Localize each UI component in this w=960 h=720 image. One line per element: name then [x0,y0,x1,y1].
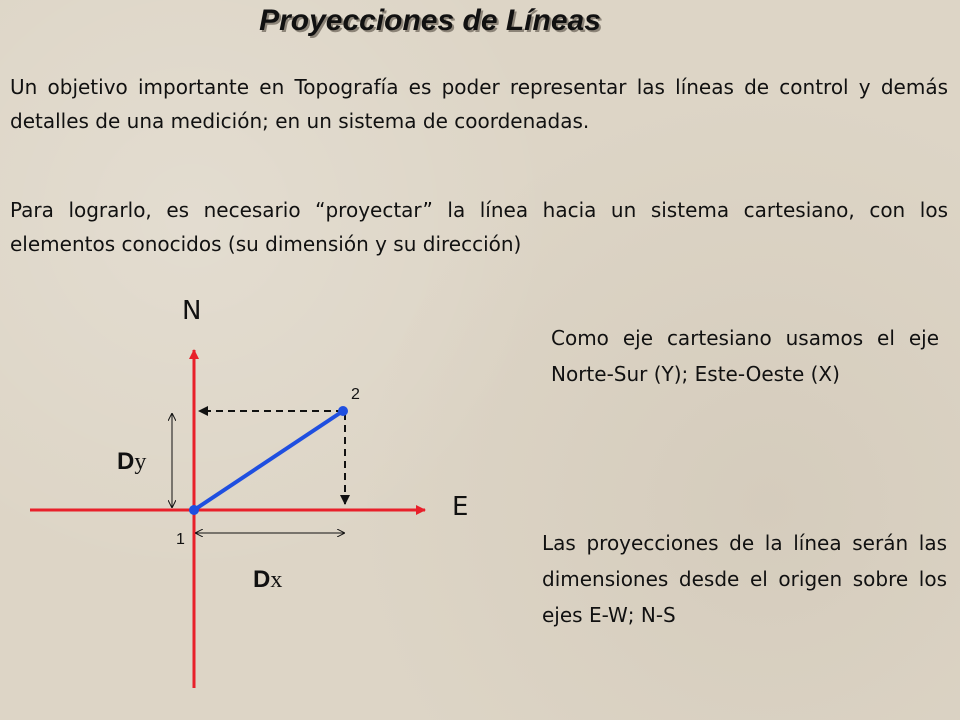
north-label: N [182,296,202,326]
dx-label [253,566,282,594]
east-label: E [452,492,469,522]
method-paragraph: Para lograrlo, es necesario “proyectar” la línea hacia un sistema cartesiano, con los elementos conocidos (su dimensión y su dirección) [10,198,948,256]
dy-label-sub: y [134,449,147,475]
point-2-marker [338,406,348,416]
slide-title: Proyecciones de Líneas [259,4,601,37]
point-1-marker [189,505,199,515]
dx-label-sub: x [270,567,283,593]
line-1-2 [194,411,343,510]
dy-label [117,448,146,476]
intro-paragraph: Un objetivo importante en Topografía es poder representar las líneas de control y demás detalles de una medición; en un sistema de coordenadas. [10,75,948,133]
point-1-label: 1 [176,531,185,548]
dx-label-main: D [253,566,271,593]
projection-explanation-text: Las proyecciones de la línea serán las dimensiones desde el origen sobre los ejes E-W; N-S [542,531,947,627]
dy-label-main: D [117,448,135,475]
point-2-label: 2 [351,386,360,403]
axis-explanation-text: Como eje cartesiano usamos el eje Norte-Sur (Y); Este-Oeste (X) [551,326,939,386]
